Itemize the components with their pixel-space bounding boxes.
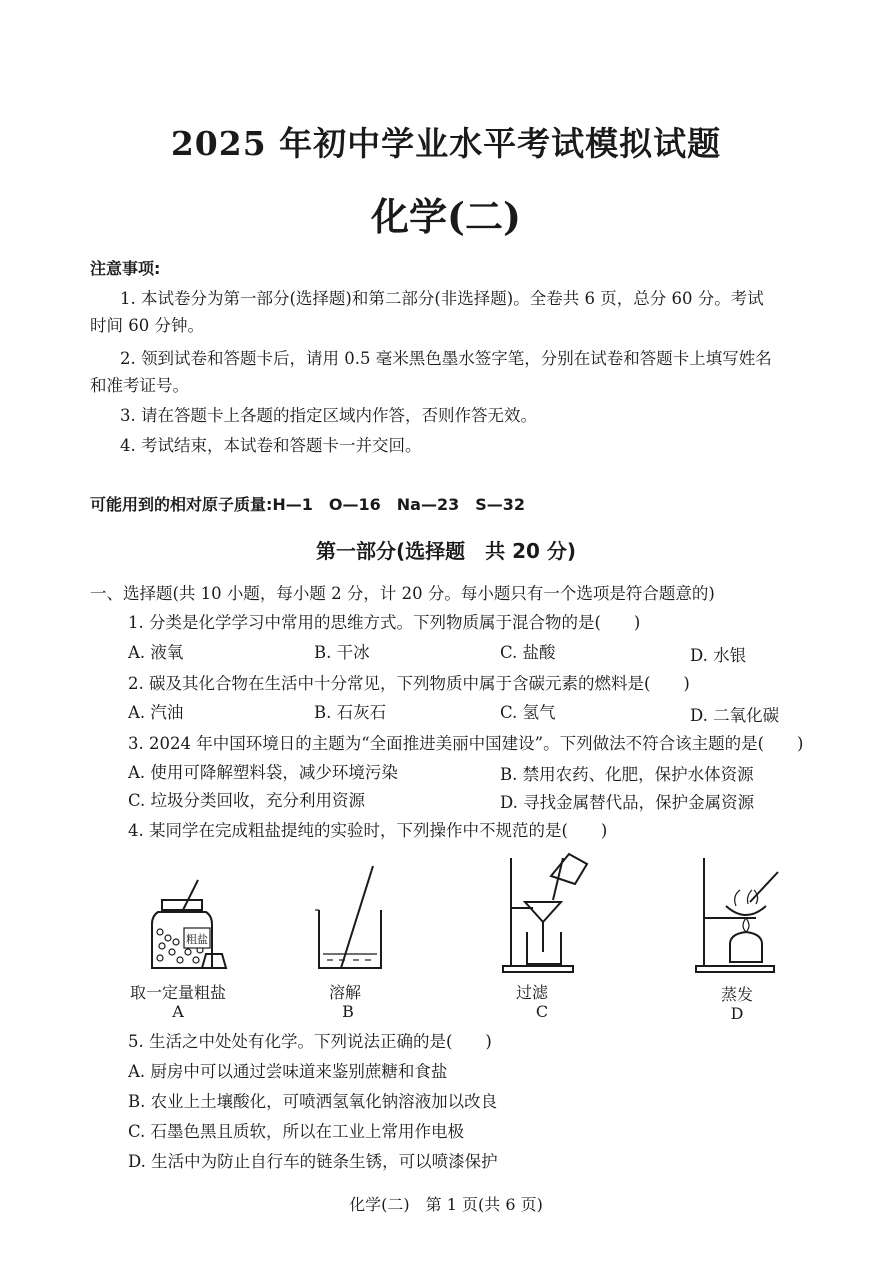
q1-stem: 1. 分类是化学学习中常用的思维方式。下列物质属于混合物的是( ): [128, 613, 641, 632]
notice-line-4: 4. 考试结束，本试卷和答题卡一并交回。: [120, 436, 422, 455]
pouring-beaker-icon: [551, 854, 587, 884]
q1-option-b: B. 干冰: [314, 643, 370, 662]
fig-caption-d: 蒸发: [720, 985, 753, 1004]
q4-stem: 4. 某同学在完成粗盐提纯的实验时，下列操作中不规范的是( ): [128, 821, 608, 840]
dissolving-beaker-figure: [305, 858, 395, 978]
fig-letter-b: B: [342, 1002, 354, 1021]
glass-rod-icon: [750, 872, 778, 902]
q3-stem: 3. 2024 年中国环境日的主题为“全面推进美丽中国建设”。下列做法不符合该主题的是( ): [128, 734, 804, 753]
q2-option-a: A. 汽油: [128, 703, 184, 722]
stopper-icon: [202, 954, 226, 968]
q1-option-a: A. 液氧: [128, 643, 184, 662]
funnel-icon: [525, 902, 561, 922]
exam-title: 2025 年初中学业水平考试模拟试题: [170, 124, 722, 163]
notice-line-3: 3. 请在答题卡上各题的指定区域内作答，否则作答无效。: [120, 406, 537, 425]
glass-rod-icon: [341, 866, 373, 968]
q5-option-b: B. 农业上土壤酸化，可喷洒氢氧化钠溶液加以改良: [128, 1092, 498, 1111]
part-one-heading: 第一部分(选择题 共 20 分): [315, 539, 577, 563]
notice-heading: 注意事项:: [90, 259, 161, 278]
q5-option-c: C. 石墨色黑且质软，所以在工业上常用作电极: [128, 1122, 465, 1141]
section-title: 一、选择题(共 10 小题，每小题 2 分，计 20 分。每小题只有一个选项是符合题意的): [90, 584, 715, 603]
q2-stem: 2. 碳及其化合物在生活中十分常见，下列物质中属于含碳元素的燃料是( ): [128, 674, 690, 693]
fig-letter-d: D: [730, 1004, 744, 1023]
q5-option-d: D. 生活中为防止自行车的链条生锈，可以喷漆保护: [128, 1152, 498, 1171]
atomic-masses: 可能用到的相对原子质量:H—1 O—16 Na—23 S—32: [90, 495, 526, 514]
q1-option-c: C. 盐酸: [500, 643, 556, 662]
q1-option-d: D. 水银: [690, 646, 747, 665]
notice-line-2: 2. 领到试卷和答题卡后，请用 0.5 毫米黑色墨水签字笔，分别在试卷和答题卡上填写姓名: [120, 349, 772, 368]
notice-line-1: 1. 本试卷分为第一部分(选择题)和第二部分(非选择题)。全卷共 6 页，总分 60 分。考试: [120, 289, 764, 308]
alcohol-lamp-icon: [730, 932, 762, 962]
q2-option-b: B. 石灰石: [314, 703, 387, 722]
q2-option-d: D. 二氧化碳: [690, 706, 780, 725]
notice-line-2b: 和准考证号。: [90, 376, 189, 395]
q5-stem: 5. 生活之中处处有化学。下列说法正确的是( ): [128, 1032, 492, 1051]
fig-caption-c: 过滤: [515, 983, 548, 1002]
fig-letter-a: A: [172, 1002, 184, 1021]
q5-option-a: A. 厨房中可以通过尝味道来鉴别蔗糖和食盐: [128, 1062, 448, 1081]
q3-option-c: C. 垃圾分类回收，充分利用资源: [128, 791, 366, 810]
spatula-icon: [182, 880, 198, 912]
filtration-setup-figure: [493, 848, 603, 978]
notice-line-1b: 时间 60 分钟。: [90, 316, 204, 335]
page-footer: 化学(二) 第 1 页(共 6 页): [349, 1195, 543, 1214]
q3-option-b: B. 禁用农药、化肥，保护水体资源: [500, 765, 754, 784]
fig-caption-b: 溶解: [328, 983, 361, 1002]
evaporation-setup-figure: [690, 852, 800, 977]
q3-option-d: D. 寻找金属替代品，保护金属资源: [500, 793, 755, 812]
evaporating-dish-icon: [726, 906, 766, 915]
coarse-salt-jar-figure: [140, 872, 240, 977]
jar-label: 粗盐: [186, 933, 208, 946]
fig-caption-a: 取一定量粗盐: [129, 983, 226, 1002]
q3-option-a: A. 使用可降解塑料袋，减少环境污染: [128, 763, 398, 782]
fig-letter-c: C: [535, 1002, 549, 1021]
exam-subject: 化学(二): [371, 194, 521, 239]
q2-option-c: C. 氢气: [500, 703, 556, 722]
